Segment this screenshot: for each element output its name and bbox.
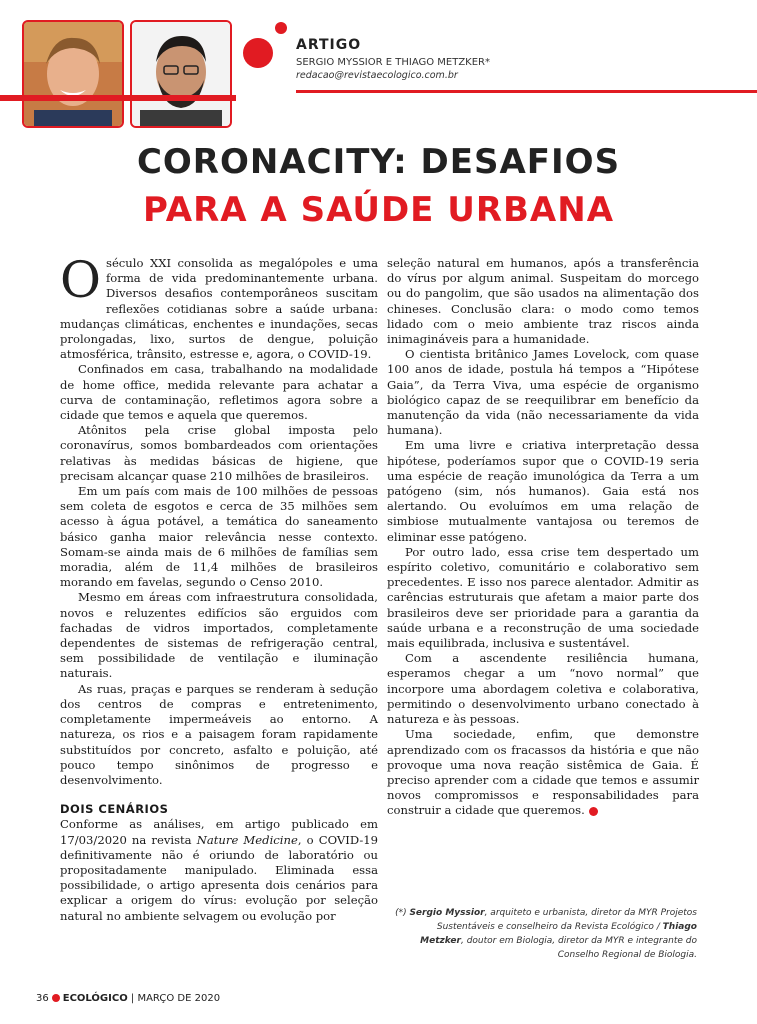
paragraph: Atônitos pela crise global imposta pelo coronavírus, somos bombardeados com orientações relativas às medidas básicas de higiene, que precisam alcançar quase 210 milhões de brasileiros. (60, 423, 378, 483)
author-portrait-icon (132, 22, 230, 126)
page-footer (36, 993, 220, 1004)
paragraph: O cientista britânico James Lovelock, com quase 100 anos de idade, postula há tempos a “Hipótese Gaia”, da Terra Viva, uma espécie de organismo biológico capaz de se reequilibrar em benefício da manutenção da vida (não necessariamente da vida humana). (387, 347, 699, 438)
end-mark-icon (589, 807, 598, 816)
author-photo-sergio (22, 20, 124, 128)
paragraph: Com a ascendente resiliência humana, esperamos chegar a um “novo normal” que incorpore uma abordagem coletiva e colaborativa, permitindo o desenvolvimento urbano conectado à natureza e às pessoas. (387, 651, 699, 727)
paragraph: Conforme as análises, em artigo publicado em 17/03/2020 na revista Nature Medicine, o COVID-19 definitivamente não é oriundo de laboratório ou propositadamente manipulado. Eliminada essa possibilidade, o artigo apresenta dois cenários para explicar a origem do vírus: evolução por seleção natural no ambiente selvagem ou evolução por (60, 817, 378, 923)
brand-dot-small-icon (275, 22, 287, 34)
paragraph: Oséculo XXI consolida as megalópoles e uma forma de vida predominantemente urbana. Diversos desafios contemporâneos suscitam reflexões cotidianas sobre a saúde urbana: mudanças climáticas, enchentes e inundações, secas prolongadas, lixo, surtos de dengue, poluição atmosférica, trânsito, estresse e, agora, o COVID-19. (60, 251, 378, 362)
paragraph: Confinados em casa, trabalhando na modalidade de home office, medida relevante para achatar a curva de contaminação, refletimos agora sobre a cidade que temos e aquela que queremos. (60, 362, 378, 423)
article-authors: SERGIO MYSSIOR E THIAGO METZKER* (296, 57, 491, 68)
headline-line-1: CORONACITY: DESAFIOS (136, 142, 621, 182)
author-portrait-icon (24, 22, 122, 126)
drop-cap: O (60, 251, 101, 309)
paragraph: Em um país com mais de 100 milhões de pessoas sem coleta de esgotos e cerca de 35 milhões sem acesso à água potável, a temática do saneamento básico ganha maior relevância nesse contexto. Somam-se ainda mais de 6 milhões de famílias sem moradia, além de 11,4 milhões de brasileiros morando em favelas, segundo o Censo 2010. (60, 484, 378, 590)
contact-email: redacao@revistaecologico.com.br (296, 70, 458, 81)
brand-dot-large-icon (243, 38, 273, 68)
section-label: ARTIGO (296, 37, 362, 53)
paragraph: Em uma livre e criativa interpretação dessa hipótese, poderíamos supor que o COVID-19 seria uma espécie de reação imunológica da Terra a um patógeno (sim, nós humanos). Gaia está nos alertando. Ou evoluímos em uma relação de simbiose mutualmente vantajosa ou teremos de eliminar esse patógeno. (387, 438, 699, 544)
footer-separator: | (130, 993, 135, 1004)
article-column-left (60, 251, 378, 924)
author-photo-thiago (130, 20, 232, 128)
paragraph: Por outro lado, essa crise tem despertado um espírito coletivo, comunitário e colaborativo sem precedentes. E isso nos parece alentador. Admitir as carências estruturais que afetam a maior parte dos brasileiros deve ser prioridade para a garantia da saúde urbana e a reconstrução de uma sociedade mais equilibrada, inclusiva e sustentável. (387, 544, 699, 651)
paragraph: Mesmo em áreas com infraestrutura consolidada, novos e reluzentes edifícios são erguidos com fachadas de vidros importados, completamente dependentes de sistemas de refrigeração central, sem possibilidade de ventilação e iluminação naturais. (60, 590, 378, 681)
paragraph: As ruas, praças e parques se renderam à sedução dos centros de compras e entretenimento, completamente impermeáveis ao entorno. A natureza, os rios e a paisagem foram rapidamente substituídos por concreto, asfalto e poluição, até pouco tempo sinônimos de progresso e desenvolvimento. (60, 681, 378, 787)
section-subheading: DOIS CENÁRIOS (60, 802, 169, 817)
paragraph: seleção natural em humanos, após a transferência do vírus por algum animal. Suspeitam do morcego ou do pangolim, que são usados na alimentação dos chineses. Conclusão clara: o modo como temos lidado com o meio ambiente traz riscos ainda inimagináveis para a humanidade. (387, 256, 699, 347)
magazine-name: ECOLÓGICO (62, 993, 128, 1004)
issue-date: MARÇO DE 2020 (137, 993, 221, 1004)
article-column-right (387, 256, 699, 819)
section-rule (296, 90, 757, 93)
page-number: 36 (36, 993, 49, 1004)
paragraph: Uma sociedade, enfim, que demonstre aprendizado com os fracassos da história e que não provoque uma nova reação sistêmica de Gaia. É preciso aprender com a cidade que temos e assumir novos compromissos e responsabilidades para construir a cidade que queremos. (387, 727, 699, 818)
author-footnote: (*) Sergio Myssior, arquiteto e urbanista, diretor da MYR Projetos Sustentáveis e conselheiro da Revista Ecológico / Thiago Metzker, doutor em Biologia, diretor da MYR e integrante do Conselho Regional de Biologia. (395, 908, 697, 960)
headline-line-2: PARA A SAÚDE URBANA (142, 190, 615, 230)
footer-dot-icon (52, 994, 60, 1002)
